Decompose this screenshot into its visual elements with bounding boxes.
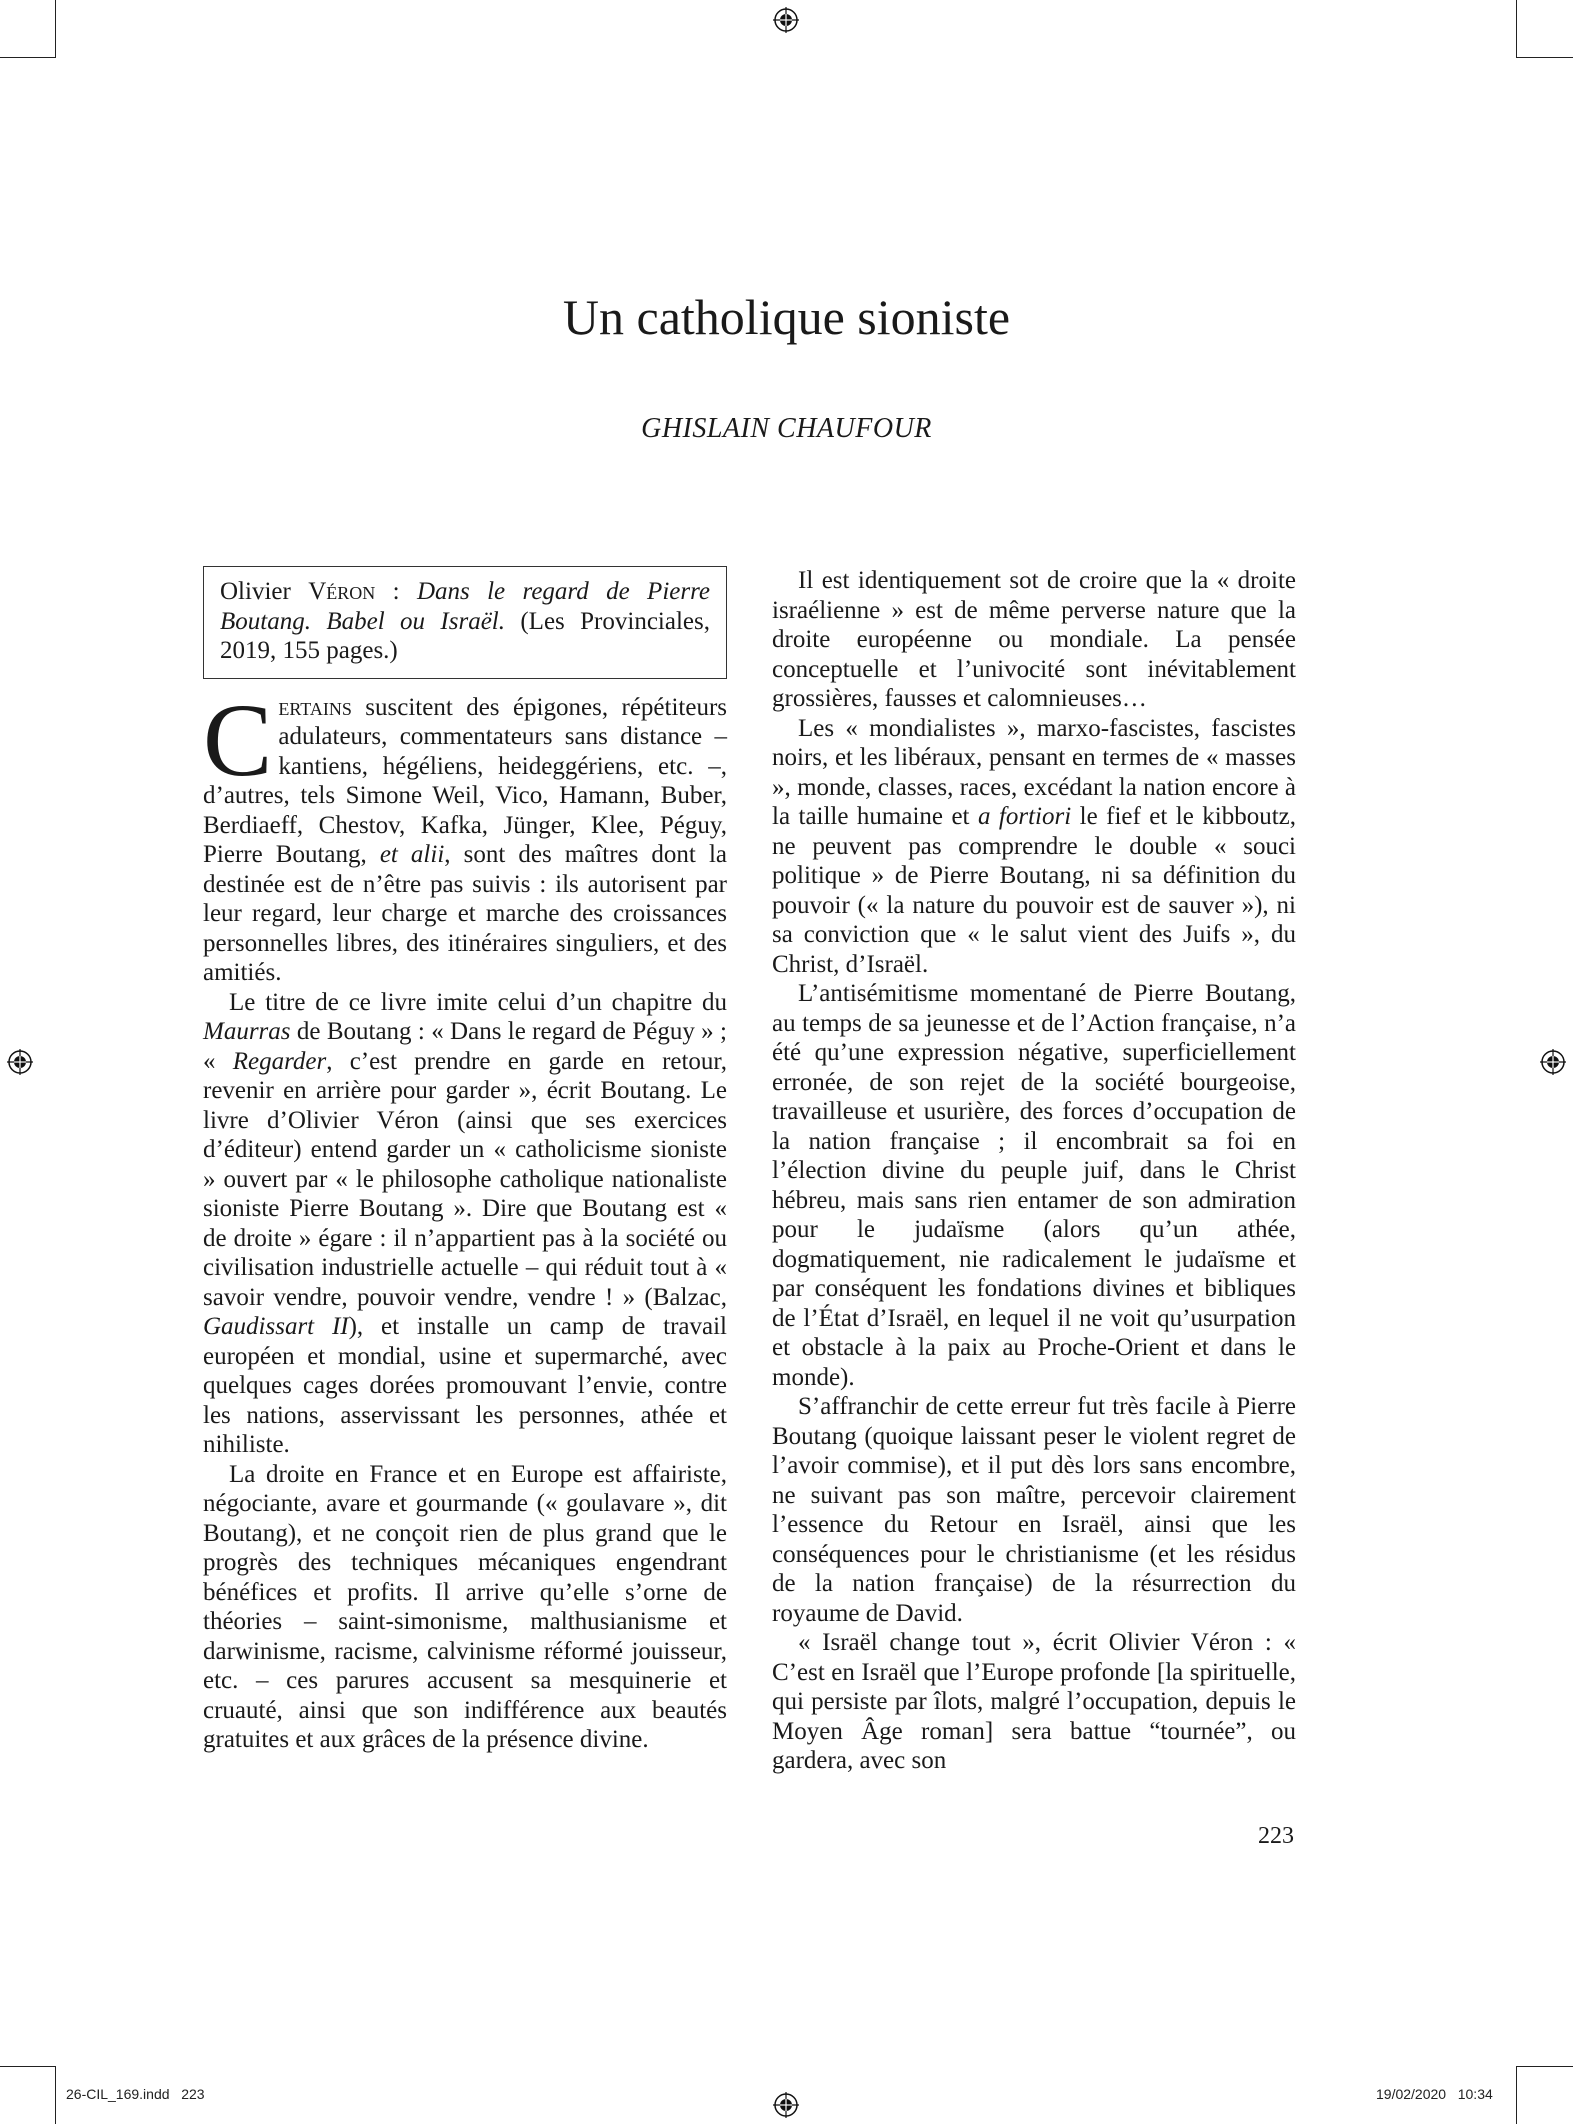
- text-run: ), et installe un camp de travail européen et mondial, usine et supermarché, avec quelques cages dorées promouvant l’envie, contre les nations, asservissant les personnes, athée et nihiliste.: [203, 1313, 727, 1458]
- small-caps-lead: ertains: [278, 693, 352, 721]
- text-run: , sont des maîtres dont la destinée est de n’être pas suivis : ils autorisent par leur regard, leur charge et marche des croissances personnelles libres, des itinéraires singuliers, et des amitiés.: [203, 841, 727, 986]
- crop-mark: [0, 2066, 56, 2067]
- paragraph: L’antisémitisme momentané de Pierre Boutang, au temps de sa jeunesse et de l’Action française, n’a été qu’une expression négative, superficiellement erronée, de son rejet de la société bourgeoise, travailleuse et usurière, des forces d’occupation de la nation française ; il encombrait sa foi en l’élection divine du peuple juif, dans le Christ hébreu, mais sans rien entamer de son admiration pour le judaïsme (alors qu’un athée, dogmatiquement, nie radicalement le judaïsme et par conséquent les fondations divines et bibliques de l’État d’Israël, en lequel il ne voit qu’usurpation et obstacle à la paix au Proche-Orient et dans le monde).: [772, 980, 1296, 1391]
- reference-separator: :: [375, 578, 417, 605]
- text-run: le fief et le kibboutz, ne peuvent pas comprendre le double « souci politique » de Pierre Boutang, ni sa définition du pouvoir (« la nature du pouvoir est de sauver »), ni sa conviction que « le salut vient des Juifs », du Christ, d’Israël.: [772, 803, 1296, 978]
- book-reference-box: [203, 566, 727, 679]
- print-slug-date: 19/02/2020 10:34: [1376, 2086, 1493, 2102]
- paragraph: [203, 988, 727, 1460]
- reference-publisher: (Les Provinciales, 2019, 155 pages.): [220, 607, 710, 664]
- right-column: [772, 566, 1296, 1776]
- paragraph: Il est identiquement sot de croire que la « droite israélienne » est de même perverse nature que la droite européenne ou mondiale. La pensée conceptuelle et l’univocité sont inévitablement grossières, fausses et calomnieuses…: [772, 567, 1296, 712]
- crop-mark: [1516, 2066, 1517, 2124]
- paragraph: S’affranchir de cette erreur fut très facile à Pierre Boutang (quoique laissant peser le violent regret de l’avoir commise), et il put dès lors sans encombre, ne suivant pas son maître, percevoir clairement l’essence du Retour en Israël, ainsi que les conséquences pour le christianisme (et les résidus de la nation française) de la résurrection du royaume de David.: [772, 1393, 1296, 1627]
- text-run: Les « mondialistes », marxo-fascistes, fascistes noirs, et les libéraux, pensant en termes de « masses », monde, classes, races, excédant la nation encore à la taille humaine et: [772, 714, 1296, 830]
- left-column: [203, 566, 727, 1755]
- registration-mark-icon: [773, 2092, 799, 2118]
- crop-mark: [1516, 0, 1517, 58]
- text-run: , c’est prendre en garde en retour, revenir en arrière pour garder », écrit Boutang. Le livre d’Olivier Véron (ainsi que ses exercices d’éditeur) entend garder un « catholicisme sioniste » ouvert par « le philosophe catholique nationaliste sioniste Pierre Boutang ». Dire que Boutang est « de droite » égare : il n’appartient pas à la société ou civilisation industrielle actuelle – qui réduit tout à « savoir vendre, pouvoir vendre, vendre ! » (Balzac,: [203, 1047, 728, 1311]
- text-run: a fortiori: [977, 803, 1072, 830]
- registration-mark-icon: [1540, 1049, 1566, 1075]
- text-run: Gaudissart II: [203, 1313, 349, 1340]
- reference-book-title: Dans le regard de Pierre Boutang. Babel ou Israël.: [220, 578, 710, 635]
- reference-author-last: Véron: [308, 578, 376, 605]
- text-run: Le titre de ce livre imite celui d’un chapitre du: [229, 988, 727, 1016]
- crop-mark: [0, 57, 56, 58]
- paragraph: [203, 682, 727, 988]
- crop-mark: [1517, 2066, 1573, 2067]
- crop-mark: [55, 0, 56, 58]
- print-slug-file: 26-CIL_169.indd 223: [66, 2086, 205, 2102]
- registration-mark-icon: [7, 1049, 33, 1075]
- text-run: Regarder: [232, 1047, 327, 1075]
- article-title: Un catholique sioniste: [562, 289, 1011, 345]
- text-run: et alii: [379, 841, 445, 868]
- paragraph: La droite en France et en Europe est affairiste, négociante, avare et gourmande (« goulavare », dit Boutang), et ne conçoit rien de plus grand que le progrès des techniques mécaniques engendrant bénéfices et profits. Il arrive qu’elle s’orne de théories – saint-simonisme, malthusianisme et darwinisme, racisme, calvinisme réformé jouisseur, etc. – ces parures accusent sa mesquinerie et cruauté, ainsi que son indifférence aux beautés gratuites et aux grâces de la présence divine.: [203, 1460, 727, 1753]
- drop-cap: C: [203, 682, 273, 798]
- crop-mark: [1517, 57, 1573, 58]
- page-number: 223: [1258, 1823, 1294, 1849]
- text-run: Maurras: [203, 1018, 291, 1045]
- registration-mark-icon: [773, 7, 799, 33]
- paragraph: « Israël change tout », écrit Olivier Véron : « C’est en Israël que l’Europe profonde [la spirituelle, qui persiste par îlots, malgré l’occupation, depuis le Moyen Âge roman] sera battue “tournée”, ou gardera, avec son: [772, 1629, 1296, 1774]
- reference-author-first: Olivier: [220, 578, 291, 605]
- crop-mark: [55, 2066, 56, 2124]
- paragraph: [772, 714, 1296, 980]
- text-run: suscitent des épigones, répétiteurs adulateurs, commentateurs sans distance – kantiens, hégéliens, heideggériens, etc. –, d’autres, tels Simone Weil, Vico, Hamann, Buber, Berdiaeff, Chestov, Kafka, Jünger, Klee, Péguy, Pierre Boutang,: [203, 693, 727, 868]
- article-author: GHISLAIN CHAUFOUR: [641, 413, 932, 444]
- text-run: de Boutang : « Dans le regard de Péguy » ; «: [203, 1018, 727, 1075]
